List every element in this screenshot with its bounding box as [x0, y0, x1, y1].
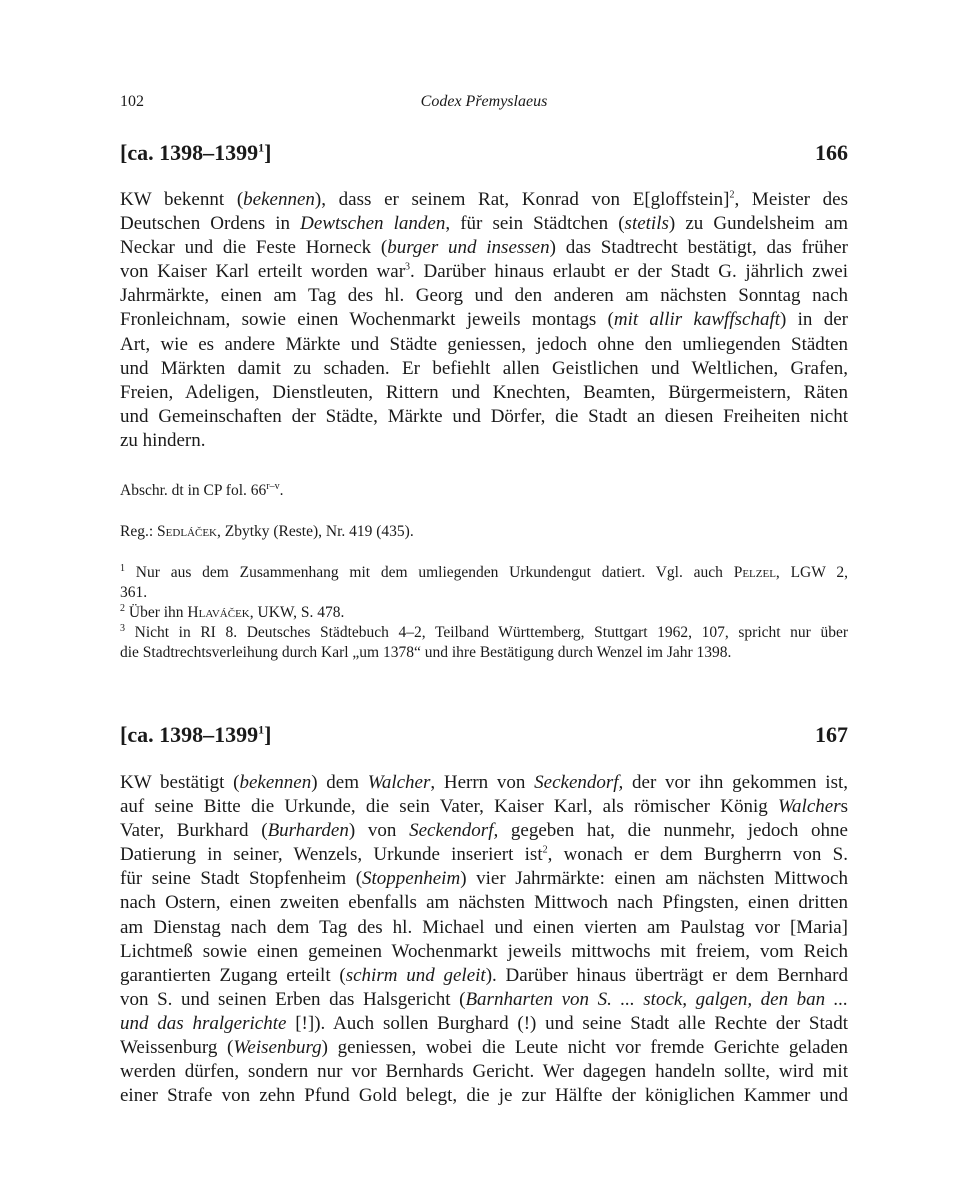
entry-167-line-2: auf seine Bitte die Urkunde, die sein Vater, Kaiser Karl, als römischer König Walchers: [120, 796, 848, 818]
footnote-1: $^1$ Nur aus dem Zusammenhang mit dem umliegenden Urkundengut datiert. Vgl. auch Pelzel, LGW 2,: [120, 562, 849, 581]
entry-166-line-7: Art, wie es andere Märkte und Städte geniessen, jedoch ohne den umliegenden Städten: [120, 333, 848, 355]
entry-166-line-4: von Kaiser Karl erteilt worden war$^3$. Darüber hinaus erlaubt er der Stadt G. jährlich zwei: [120, 261, 848, 283]
entry-166-line-2: Deutschen Ordens in Dewtschen landen, für sein Städtchen (stetils) zu Gundelsheim am: [120, 213, 848, 235]
footnote-3: $^3$ Nicht in RI 8. Deutsches Städtebuch 4–2, Teilband Württemberg, Stuttgart 1962, 107, spricht nur über: [120, 622, 848, 641]
entry-166-line-10: und Gemeinschaften der Städte, Märkte und Dörfer, die Stadt an diesen Freiheiten nicht: [120, 405, 848, 427]
entry-167-line-14: einer Strafe von zehn Pfund Gold belegt, die je zur Hälfte der königlichen Kammer und: [120, 1085, 848, 1107]
entry-167-line-12: Weissenburg (Weisenburg) geniessen, wobei die Leute nicht vor fremde Gerichte geladen: [120, 1037, 849, 1059]
entry-167-line-1: KW bestätigt (bekennen) dem Walcher, Herrn von Seckendorf, der vor ihn gekommen ist,: [120, 772, 848, 793]
entry-166-line-11: zu hindern.: [120, 429, 206, 451]
entry-166-line-6: Fronleichnam, sowie einen Wochenmarkt jeweils montags (mit allir kawffschaft) in der: [120, 309, 848, 331]
entry-166-line-5: Jahrmärkte, einen am Tag des hl. Georg und den anderen am nächsten Sonntag nach: [120, 285, 848, 307]
entry-167-line-7: am Dienstag nach dem Tag des hl. Michael und einen vierten am Paulstag vor [Maria]: [120, 916, 848, 938]
footnote-1-continued: 361.: [120, 584, 148, 601]
entry-167-line-13: werden dürfen, sondern nur vor Bernhards Gericht. Wer dagegen handeln sollte, wird mit: [120, 1061, 848, 1083]
entry-166-line-1: KW bekennt (bekennen), dass er seinem Rat, Konrad von E[gloffstein]$^2$, Meister des: [120, 189, 848, 210]
entry-167-line-5: für seine Stadt Stopfenheim (Stoppenheim) vier Jahrmärkte: einen am nächsten Mittwoch: [120, 868, 848, 890]
entry-167-regest: [120, 771, 848, 1108]
entry-166-date: [ca. 1398–1399$^1$]: [120, 140, 272, 165]
entry-166-heading: [120, 140, 848, 172]
entry-166-line-3: Neckar und die Feste Horneck (burger und insessen) das Stadtrecht bestätigt, das früher: [120, 237, 848, 259]
entry-166-regest: [120, 188, 848, 453]
footnote-3-continued: die Stadtrechtsverleihung durch Karl „um 1378“ und ihre Bestätigung durch Wenzel im Jahr 1398.: [120, 644, 732, 661]
entry-167-line-11: und das hralgerichte [!]). Auch sollen Burghard (!) und seine Stadt alle Rechte der Stadt: [120, 1012, 848, 1034]
entry-167-line-8: Lichtmeß sowie einen gemeinen Wochenmarkt jeweils mittwochs mit freiem, vom Reich: [120, 940, 848, 962]
entry-167-line-3: Vater, Burkhard (Burharden) von Seckendorf, gegeben hat, die nunmehr, jedoch ohne: [120, 820, 848, 842]
entry-167-line-4: Datierung in seiner, Wenzels, Urkunde inseriert ist$^2$, wonach er dem Burgherrn von S.: [120, 844, 848, 866]
entry-166-number: 166: [815, 140, 848, 165]
entry-166-line-8: und Märkten damit zu schaden. Er befiehlt allen Geistlichen und Weltlichen, Grafen,: [120, 357, 848, 379]
entry-167-date: [ca. 1398–1399$^1$]: [120, 722, 272, 747]
running-title: Codex Přemyslaeus: [420, 93, 548, 110]
entry-166-abschrift: Abschr. dt in CP fol. 66$^{r-v}$.: [120, 480, 284, 499]
entry-166-regest-reference: Reg.: Sedláček, Zbytky (Reste), Nr. 419 (435).: [120, 523, 414, 540]
entry-167-heading: [120, 722, 848, 754]
entry-167-line-6: nach Ostern, einen zweiten ebenfalls am nächsten Mittwoch nach Pfingsten, einen dritten: [120, 892, 848, 914]
entry-167-line-10: von S. und seinen Erben das Halsgericht (Barnharten von S. ... stock, galgen, den ban ...: [120, 988, 848, 1010]
entry-167-line-9: garantierten Zugang erteilt (schirm und geleit). Darüber hinaus überträgt er dem Bernhard: [120, 964, 848, 986]
entry-166-line-9: Freien, Adeligen, Dienstleuten, Rittern und Knechten, Beamten, Bürgermeistern, Räten: [120, 381, 848, 403]
footnote-2: $^2$ Über ihn Hlaváček, UKW, S. 478.: [120, 602, 345, 621]
entry-166-footnotes: [120, 563, 848, 663]
running-head: [120, 93, 848, 117]
entry-167-number: 167: [815, 722, 848, 747]
page-number: 102: [120, 93, 144, 110]
